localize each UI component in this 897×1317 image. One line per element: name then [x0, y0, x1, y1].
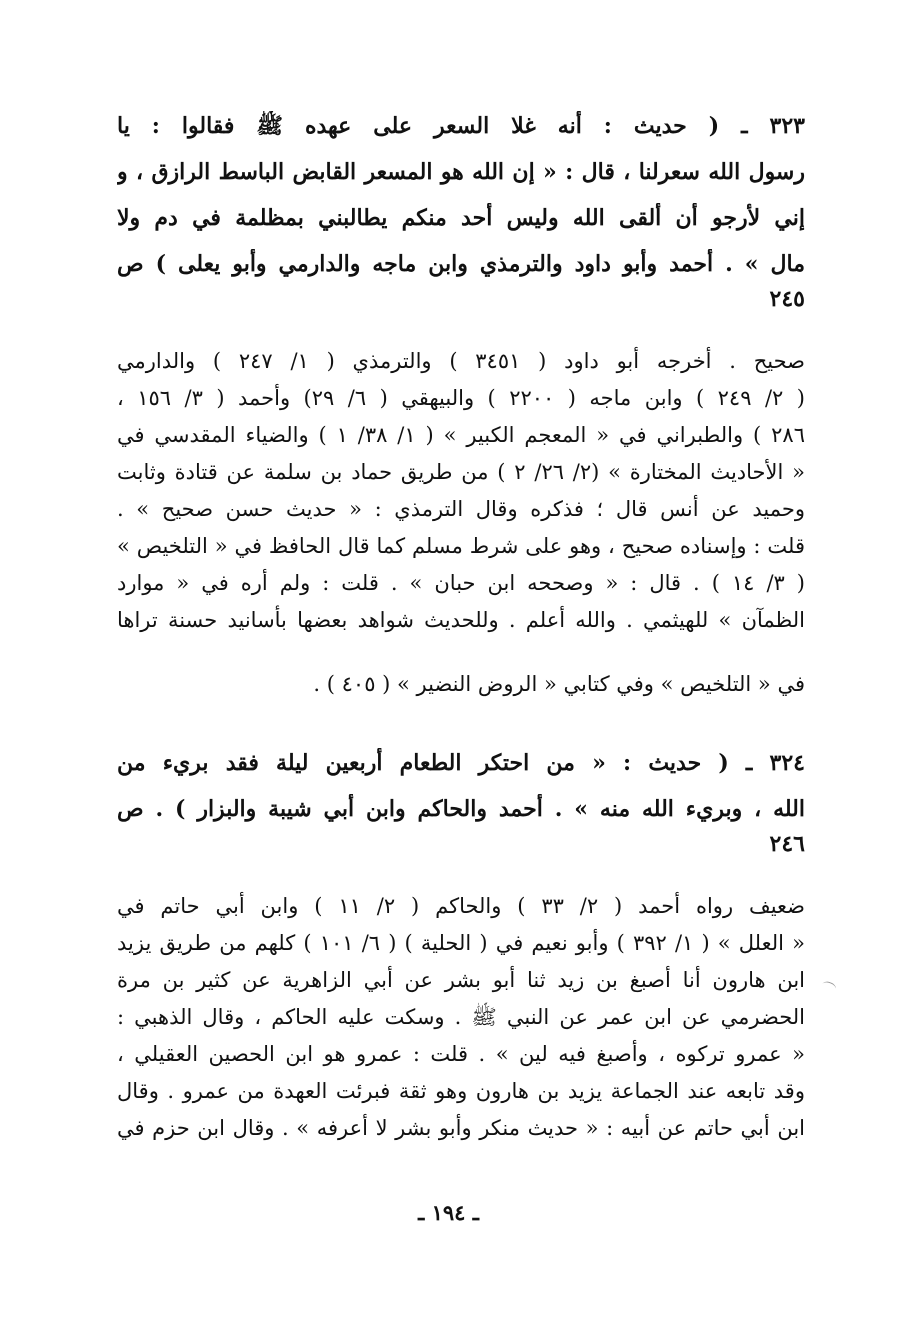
commentary-324-line-4: الحضرمي عن ابن عمر عن النبي ﷺ . وسكت عليه الحاكم ، وقال الذهبي :: [117, 1005, 805, 1029]
commentary-323-line-4: « الأحاديث المختارة » (٢/ ٢٦/ ٢ ) من طريق حماد بن سلمة عن قتادة وثابت: [117, 460, 805, 484]
hadith-323-page-ref: ٢٤٥: [769, 286, 805, 312]
commentary-323-line-5: وحميد عن أنس قال ؛ فذكره وقال الترمذي : « حديث حسن صحيح » .: [117, 497, 805, 521]
commentary-324-line-7: ابن أبي حاتم عن أبيه : « حديث منكر وأبو بشر لا أعرفه » . وقال ابن حزم في: [117, 1116, 805, 1140]
page-number: ـ ١٩٤ ـ: [418, 1200, 479, 1225]
commentary-324-line-5: « عمرو تركوه ، وأصبغ فيه لين » . قلت : عمرو هو ابن الحصين العقيلي ،: [117, 1042, 805, 1066]
hadith-324-page-ref: ٢٤٦: [769, 831, 805, 857]
hadith-323-line-3: إني لأرجو أن ألقى الله وليس أحد منكم يطالبني بمظلمة في دم ولا: [117, 205, 805, 231]
commentary-323-line-9: في « التلخيص » وفي كتابي « الروض النضير » ( ٤٠٥ ) .: [313, 672, 805, 696]
commentary-324-line-6: وقد تابعه عند الجماعة يزيد بن هارون وهو ثقة فبرئت العهدة من عمرو . وقال: [117, 1079, 805, 1103]
hadith-323-line-4: مال » . أحمد وأبو داود والترمذي وابن ماجه والدارمي وأبو يعلى ) ص: [117, 251, 805, 277]
commentary-323-line-3: ٢٨٦ ) والطبراني في « المعجم الكبير » ( ١/ ٣٨/ ١ ) والضياء المقدسي في: [117, 423, 805, 447]
commentary-323-line-2: ( ٢/ ٢٤٩ ) وابن ماجه ( ٢٢٠٠ ) والبيهقي ( ٦/ ٢٩) وأحمد ( ٣/ ١٥٦ ،: [117, 386, 805, 410]
commentary-324-line-1: ضعيف رواه أحمد ( ٢/ ٣٣ ) والحاكم ( ٢/ ١١ ) وابن أبي حاتم في: [117, 894, 805, 918]
commentary-324-line-3: ابن هارون أنا أصبغ بن زيد ثنا أبو بشر عن أبي الزاهرية عن كثير بن مرة: [117, 968, 805, 992]
margin-scan-mark: [821, 980, 837, 993]
commentary-323-line-8: الظمآن » للهيثمي . والله أعلم . وللحديث شواهد بعضها بأسانيد حسنة تراها: [117, 608, 805, 632]
hadith-324-line-2: الله ، وبريء الله منه » . أحمد والحاكم وابن أبي شيبة والبزار ) . ص: [117, 796, 805, 822]
hadith-324-line-1: ٣٢٤ ـ ( حديث : « من احتكر الطعام أربعين ليلة فقد بريء من: [117, 750, 805, 776]
commentary-323-line-7: ( ٣/ ١٤ ) . قال : « وصححه ابن حبان » . قلت : ولم أره في « موارد: [117, 571, 805, 595]
hadith-323-line-1: ٣٢٣ ـ ( حديث : أنه غلا السعر على عهده ﷺ فقالوا : يا: [117, 113, 805, 139]
commentary-323-line-6: قلت : وإسناده صحيح ، وهو على شرط مسلم كما قال الحافظ في « التلخيص »: [117, 534, 805, 558]
commentary-323-line-1: صحيح . أخرجه أبو داود ( ٣٤٥١ ) والترمذي ( ١/ ٢٤٧ ) والدارمي: [117, 349, 805, 373]
commentary-324-line-2: « العلل » ( ١/ ٣٩٢ ) وأبو نعيم في ( الحلية ) ( ٦/ ١٠١ ) كلهم من طريق يزيد: [117, 931, 805, 955]
hadith-323-line-2: رسول الله سعرلنا ، قال : « إن الله هو المسعر القابض الباسط الرازق ، و: [117, 159, 805, 185]
